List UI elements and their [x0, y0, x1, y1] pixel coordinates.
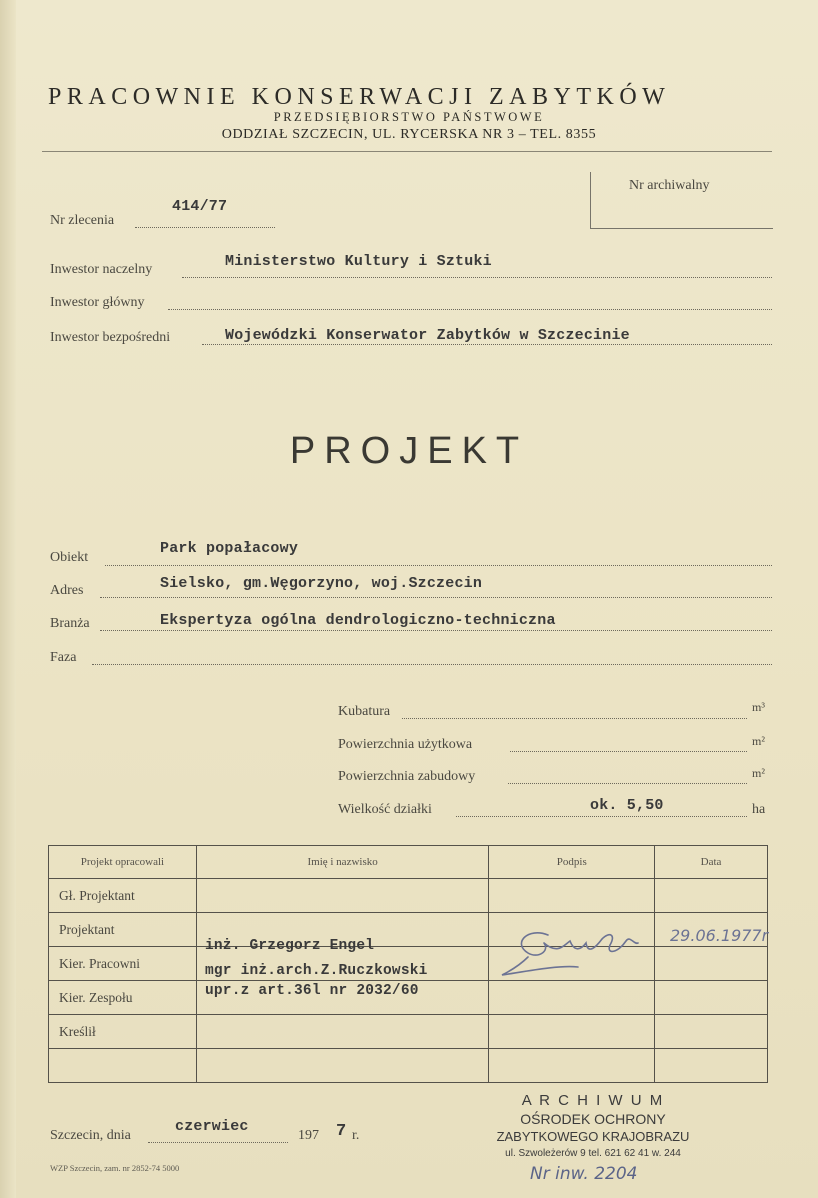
archive-number-box — [590, 172, 773, 229]
signature-cell — [489, 981, 655, 1015]
order-number-value: 414/77 — [172, 198, 228, 215]
place-date-label: Szczecin, dnia — [50, 1128, 131, 1143]
built-area-line — [508, 783, 747, 784]
year-end: r. — [352, 1128, 360, 1143]
investor-direct-value: Wojewódzki Konserwator Zabytków w Szczecinie — [225, 327, 630, 344]
table-row — [49, 879, 768, 913]
studio-head-name: mgr inż.arch.Z.Ruczkowski — [205, 963, 428, 979]
table-header-cell: Imię i nazwisko — [196, 846, 489, 879]
year-prefix: 197 — [298, 1128, 319, 1143]
print-note: WZP Szczecin, zam. nr 2852-74 5000 — [50, 1163, 180, 1173]
investor-general-line — [168, 309, 772, 310]
phase-label: Faza — [50, 650, 77, 665]
designer-name: inż. Grzegorz Engel — [205, 938, 375, 954]
object-label: Obiekt — [50, 550, 89, 565]
investor-direct-line — [202, 344, 772, 345]
date-cell — [655, 947, 768, 981]
table-header-row — [49, 846, 768, 879]
header-rule — [42, 151, 772, 152]
date-line — [148, 1142, 288, 1143]
designer-date: 29.06.1977r — [670, 926, 769, 945]
table-header-cell: Projekt opracowali — [49, 846, 197, 879]
page-fold-shadow — [0, 0, 16, 1198]
plot-size-unit: ha — [752, 802, 766, 817]
table-row — [49, 913, 768, 947]
usable-area-label: Powierzchnia użytkowa — [338, 737, 473, 752]
inventory-number-handwritten: Nr inw. 2204 — [530, 1164, 638, 1184]
header-title: PRACOWNIE KONSERWACJI ZABYTKÓW — [48, 84, 671, 110]
investor-main-value: Ministerstwo Kultury i Sztuki — [225, 253, 492, 270]
stamp-landscape-line: ZABYTKOWEGO KRAJOBRAZU — [496, 1129, 690, 1144]
volume-label: Kubatura — [338, 704, 391, 719]
stamp-office-line: OŚRODEK OCHRONY — [520, 1111, 666, 1127]
plot-size-label: Wielkość działki — [338, 802, 432, 817]
phase-line — [92, 664, 772, 665]
object-value: Park popałacowy — [160, 540, 299, 557]
document-title: PROJEKT — [289, 430, 529, 472]
address-line — [100, 597, 772, 598]
month-value: czerwiec — [175, 1118, 249, 1135]
table-row — [49, 1015, 768, 1049]
object-line — [105, 565, 772, 566]
header-subtitle: PRZEDSIĘBIORSTWO PAŃSTWOWE — [273, 110, 545, 124]
investor-main-line — [182, 277, 772, 278]
address-label: Adres — [50, 583, 84, 598]
usable-area-unit: m² — [752, 734, 765, 748]
archive-number-label: Nr archiwalny — [629, 178, 710, 193]
branch-value: Ekspertyza ogólna dendrologiczno-techniczna — [160, 612, 556, 629]
role-cell: Kier. Zespołu — [49, 981, 197, 1015]
signature-cell — [489, 879, 655, 913]
order-number-line — [135, 227, 275, 228]
header-address: ODDZIAŁ SZCZECIN, UL. RYCERSKA NR 3 – TEL. 8355 — [221, 127, 597, 142]
role-cell: Projektant — [49, 913, 197, 947]
date-cell — [655, 1015, 768, 1049]
role-cell: Kreślił — [49, 1015, 197, 1049]
date-cell — [655, 879, 768, 913]
table-header-cell: Podpis — [489, 846, 655, 879]
name-cell — [196, 879, 489, 913]
year-suffix: 7 — [336, 1122, 347, 1141]
table-row — [49, 1049, 768, 1083]
built-area-unit: m² — [752, 766, 765, 780]
role-cell: Gł. Projektant — [49, 879, 197, 913]
engel-signature — [498, 915, 648, 985]
investor-direct-label: Inwestor bezpośredni — [50, 330, 171, 345]
name-cell — [196, 1015, 489, 1049]
branch-line — [100, 630, 772, 631]
signature-cell — [489, 1015, 655, 1049]
stamp-address-line: ul. Szwoleżerów 9 tel. 621 62 41 w. 244 — [505, 1148, 681, 1159]
role-cell: Kier. Pracowni — [49, 947, 197, 981]
built-area-label: Powierzchnia zabudowy — [338, 769, 476, 784]
volume-line — [402, 718, 747, 719]
investor-main-label: Inwestor naczelny — [50, 262, 153, 277]
address-value: Sielsko, gm.Węgorzyno, woj.Szczecin — [160, 575, 483, 592]
studio-head-license: upr.z art.36l nr 2032/60 — [205, 983, 419, 999]
stamp-archive-line: A R C H I W U M — [521, 1092, 665, 1109]
date-cell — [655, 981, 768, 1015]
plot-size-line — [456, 816, 747, 817]
order-number-label: Nr zlecenia — [50, 213, 115, 228]
volume-unit: m³ — [752, 700, 765, 714]
table-header-cell: Data — [655, 846, 768, 879]
investor-general-label: Inwestor główny — [50, 295, 145, 310]
usable-area-line — [510, 751, 747, 752]
branch-label: Branża — [50, 616, 90, 631]
plot-size-value: ok. 5,50 — [590, 797, 664, 814]
